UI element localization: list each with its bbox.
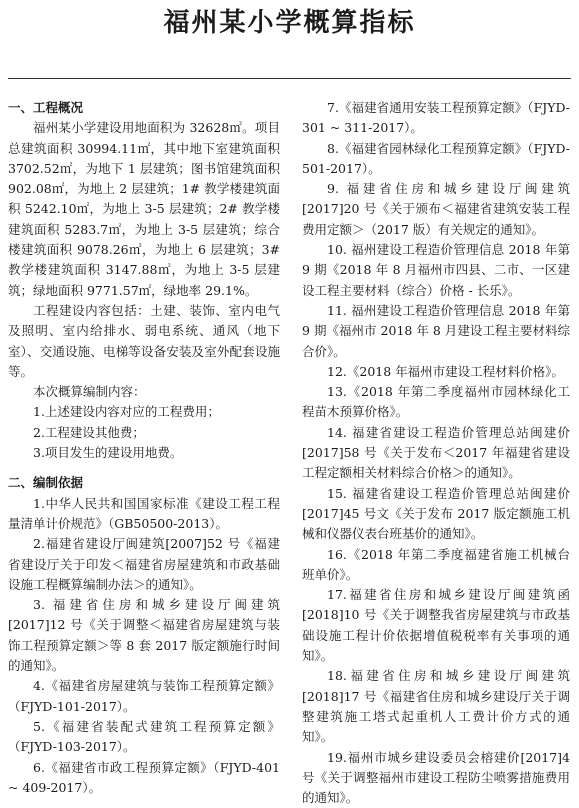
basis-item: 10. 福州建设工程造价管理信息 2018 年第 9 期《2018 年 8 月福州市四县、二市、一区建设工程主要材料（综合）价格 - 长乐》。 [302,240,570,301]
basis-item: 6.《福建省市政工程预算定额》（FJYD-401 ~ 409-2017）。 [8,758,280,799]
basis-item: 5.《福建省装配式建筑工程预算定额》（FJYD-103-2017）。 [8,717,280,758]
document-title: 福州某小学概算指标 [0,6,579,40]
basis-item: 11. 福州建设工程造价管理信息 2018 年第 9 期《福州市 2018 年 8 月建设工程主要材料综合价》。 [302,301,570,362]
basis-item: 18.福建省住房和城乡建设厅闽建筑[2018]17 号《福建省住房和城乡建设厅关于调整建筑施工塔式起重机人工费计价方式的通知》。 [302,666,570,747]
basis-item: 12.《2018 年福州市建设工程材料价格》。 [302,362,570,382]
basis-item: 16.《2018 年第二季度福建省施工机械台班单价》。 [302,545,570,586]
basis-item: 2.福建省建设厅闽建筑[2007]52 号《福建省建设厅关于印发＜福建省房屋建筑和市政基础设施工程概算编制办法＞的通知》。 [8,534,280,595]
section-gap [8,463,280,473]
content-paragraph: 工程建设内容包括：土建、装饰、室内电气及照明、室内给排水、弱电系统、通风（地下室）、交通设施、电梯等设备安装及室外配套设施等。 [8,301,280,382]
basis-item: 9. 福建省住房和城乡建设厅闽建筑[2017]20 号《关于颁布＜福建省建筑安装工程费用定额＞（2017 版）有关规定的通知》。 [302,179,570,240]
budget-item: 2.工程建设其他费； [8,423,280,443]
right-column [302,98,570,808]
left-column [8,98,280,798]
budget-item: 3.项目发生的建设用地费。 [8,443,280,463]
basis-item: 1.中华人民共和国国家标准《建设工程工程量清单计价规范》（GB50500-2013）。 [8,494,280,535]
basis-item: 13.《2018 年第二季度福州市园林绿化工程苗木预算价格》。 [302,382,570,423]
basis-item: 8.《福建省园林绿化工程预算定额》（FJYD-501-2017）。 [302,139,570,180]
title-divider [8,78,571,79]
section-heading-basis: 二、编制依据 [8,473,280,493]
section-heading-overview: 一、工程概况 [8,98,280,118]
basis-item: 19.福州市城乡建设委员会榕建价[2017]4 号《关于调整福州市建设工程防尘喷雾措施费用的通知》。 [302,748,570,808]
overview-paragraph: 福州某小学建设用地面积为 32628㎡。项目总建筑面积 30994.11㎡，其中地下室建筑面积 3702.52㎡，为地下 1 层建筑；图书馆建筑面积 902.08㎡，为地上 2 层建筑；1# 教学楼建筑面积 5242.10㎡，为地上 3-5 层建筑；2# 教学楼建筑面积 5283.7㎡，为地上 3-5 层建筑；综合楼建筑面积 9078.26㎡，为地上 6 层建筑；3# 教学楼建筑面积 3147.88㎡，为地上 3-5 层建筑；绿地面积 9771.57㎡，绿地率 29.1%。 [8,118,280,301]
budget-item: 1.上述建设内容对应的工程费用； [8,402,280,422]
basis-item: 15. 福建省建设工程造价管理总站闽建价[2017]45 号文《关于发布 2017 版定额施工机械和仪器仪表台班基价的通知》。 [302,484,570,545]
basis-item: 7.《福建省通用安装工程预算定额》（FJYD-301 ~ 311-2017）。 [302,98,570,139]
budget-intro: 本次概算编制内容： [8,382,280,402]
basis-item: 4.《福建省房屋建筑与装饰工程预算定额》（FJYD-101-2017）。 [8,676,280,717]
basis-item: 17.福建省住房和城乡建设厅闽建筑函[2018]10 号《关于调整我省房屋建筑与市政基础设施工程计价依据增值税税率有关事项的通知》。 [302,585,570,666]
basis-item: 3. 福建省住房和城乡建设厅闽建筑[2017]12 号《关于调整＜福建省房屋建筑与装饰工程预算定额＞等 8 套 2017 版定额施行时间的通知》。 [8,595,280,676]
basis-item: 14. 福建省建设工程造价管理总站闽建价[2017]58 号《关于发布＜2017 年福建省建设工程定额相关材料综合价格＞的通知》。 [302,423,570,484]
